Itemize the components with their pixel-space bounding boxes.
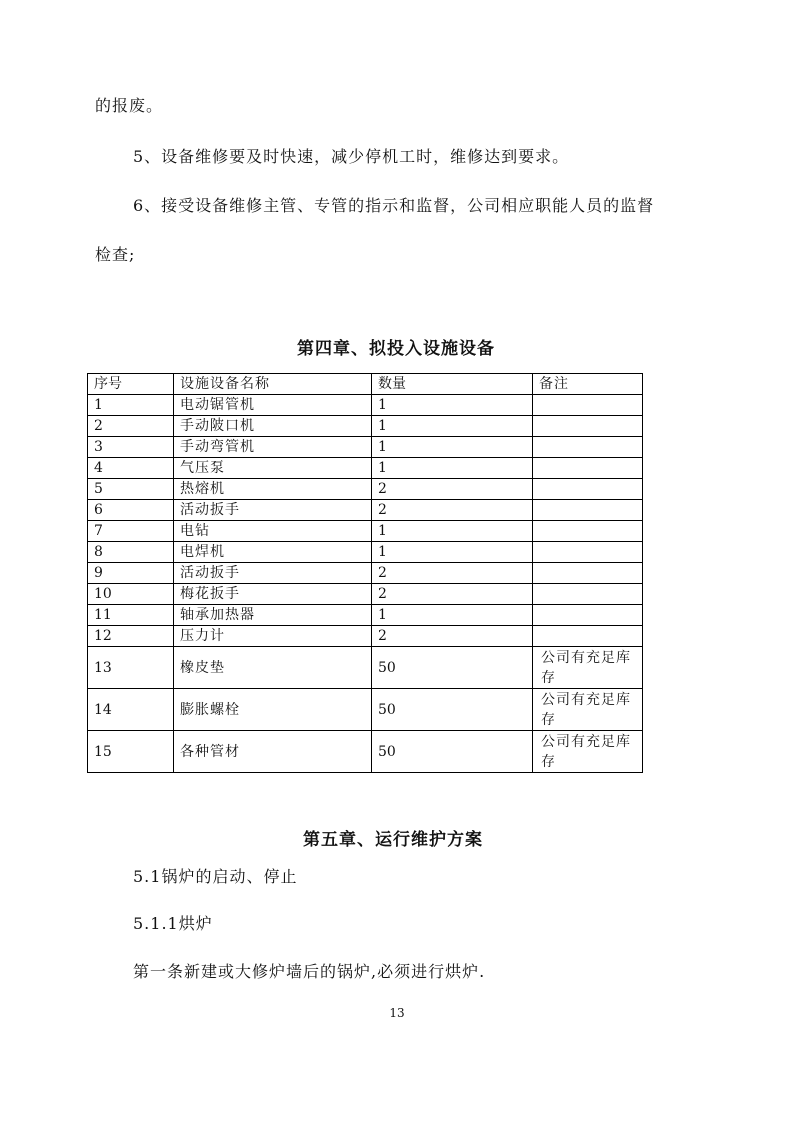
cell-remark <box>533 542 643 563</box>
cell-name: 热熔机 <box>174 479 372 500</box>
cell-quantity: 1 <box>372 416 533 437</box>
cell-name: 轴承加热器 <box>174 605 372 626</box>
cell-index: 12 <box>88 626 174 647</box>
cell-remark <box>533 437 643 458</box>
cell-quantity: 50 <box>372 647 533 689</box>
cell-quantity: 1 <box>372 458 533 479</box>
header-name: 设施设备名称 <box>174 374 372 395</box>
body-line-3: 6、接受设备维修主管、专管的指示和监督，公司相应职能人员的监督 <box>133 196 655 215</box>
cell-quantity: 2 <box>372 479 533 500</box>
table-row <box>88 479 643 500</box>
cell-name: 膨胀螺栓 <box>174 689 372 731</box>
cell-remark <box>533 584 643 605</box>
cell-name: 梅花扳手 <box>174 584 372 605</box>
cell-quantity: 1 <box>372 521 533 542</box>
cell-name: 气压泵 <box>174 458 372 479</box>
cell-index: 14 <box>88 689 174 731</box>
cell-index: 3 <box>88 437 174 458</box>
cell-index: 15 <box>88 731 174 773</box>
section-5-1: 5.1锅炉的启动、停止 <box>133 867 298 886</box>
cell-remark: 公司有充足库存 <box>533 731 643 773</box>
cell-index: 2 <box>88 416 174 437</box>
table-row <box>88 542 643 563</box>
cell-index: 9 <box>88 563 174 584</box>
cell-remark <box>533 563 643 584</box>
body-line-2: 5、设备维修要及时快速，减少停机工时，维修达到要求。 <box>133 147 570 166</box>
table-row <box>88 689 643 731</box>
table-row <box>88 731 643 773</box>
table-row <box>88 416 643 437</box>
cell-index: 4 <box>88 458 174 479</box>
cell-name: 活动扳手 <box>174 563 372 584</box>
cell-quantity: 1 <box>372 605 533 626</box>
cell-remark: 公司有充足库存 <box>533 689 643 731</box>
cell-quantity: 1 <box>372 395 533 416</box>
cell-remark <box>533 416 643 437</box>
cell-index: 6 <box>88 500 174 521</box>
cell-quantity: 50 <box>372 731 533 773</box>
cell-name: 压力计 <box>174 626 372 647</box>
cell-remark <box>533 605 643 626</box>
cell-remark <box>533 458 643 479</box>
cell-name: 电动锯管机 <box>174 395 372 416</box>
cell-remark <box>533 500 643 521</box>
equipment-table-body <box>88 374 643 773</box>
cell-quantity: 2 <box>372 500 533 521</box>
table-row <box>88 395 643 416</box>
body-line-1: 的报废。 <box>95 96 164 115</box>
cell-remark <box>533 479 643 500</box>
table-row <box>88 458 643 479</box>
table-row <box>88 626 643 647</box>
header-remark: 备注 <box>533 374 643 395</box>
table-header-row <box>88 374 643 395</box>
cell-quantity: 2 <box>372 584 533 605</box>
cell-name: 橡皮垫 <box>174 647 372 689</box>
cell-remark <box>533 626 643 647</box>
cell-name: 各种管材 <box>174 731 372 773</box>
header-quantity: 数量 <box>372 374 533 395</box>
cell-quantity: 50 <box>372 689 533 731</box>
chapter-5-title: 第五章、运行维护方案 <box>303 830 483 850</box>
cell-name: 电钻 <box>174 521 372 542</box>
cell-quantity: 2 <box>372 563 533 584</box>
cell-index: 11 <box>88 605 174 626</box>
cell-quantity: 2 <box>372 626 533 647</box>
cell-remark <box>533 521 643 542</box>
chapter-5-paragraph: 第一条新建或大修炉墙后的锅炉,必须进行烘炉. <box>133 962 486 981</box>
equipment-table <box>87 373 643 773</box>
cell-quantity: 1 <box>372 437 533 458</box>
cell-index: 5 <box>88 479 174 500</box>
cell-index: 7 <box>88 521 174 542</box>
page-number: 13 <box>389 1006 405 1020</box>
cell-index: 1 <box>88 395 174 416</box>
table-row <box>88 563 643 584</box>
cell-name: 活动扳手 <box>174 500 372 521</box>
chapter-4-title: 第四章、拟投入设施设备 <box>297 339 495 359</box>
table-row <box>88 605 643 626</box>
body-line-4: 检查; <box>95 245 136 264</box>
table-row <box>88 647 643 689</box>
table-row <box>88 500 643 521</box>
cell-name: 手动弯管机 <box>174 437 372 458</box>
cell-name: 手动陂口机 <box>174 416 372 437</box>
cell-index: 8 <box>88 542 174 563</box>
cell-index: 13 <box>88 647 174 689</box>
table-row <box>88 584 643 605</box>
section-5-1-1: 5.1.1烘炉 <box>133 914 213 933</box>
cell-remark <box>533 395 643 416</box>
cell-name: 电焊机 <box>174 542 372 563</box>
table-row <box>88 521 643 542</box>
cell-index: 10 <box>88 584 174 605</box>
cell-remark: 公司有充足库存 <box>533 647 643 689</box>
cell-quantity: 1 <box>372 542 533 563</box>
table-row <box>88 437 643 458</box>
header-index: 序号 <box>88 374 174 395</box>
